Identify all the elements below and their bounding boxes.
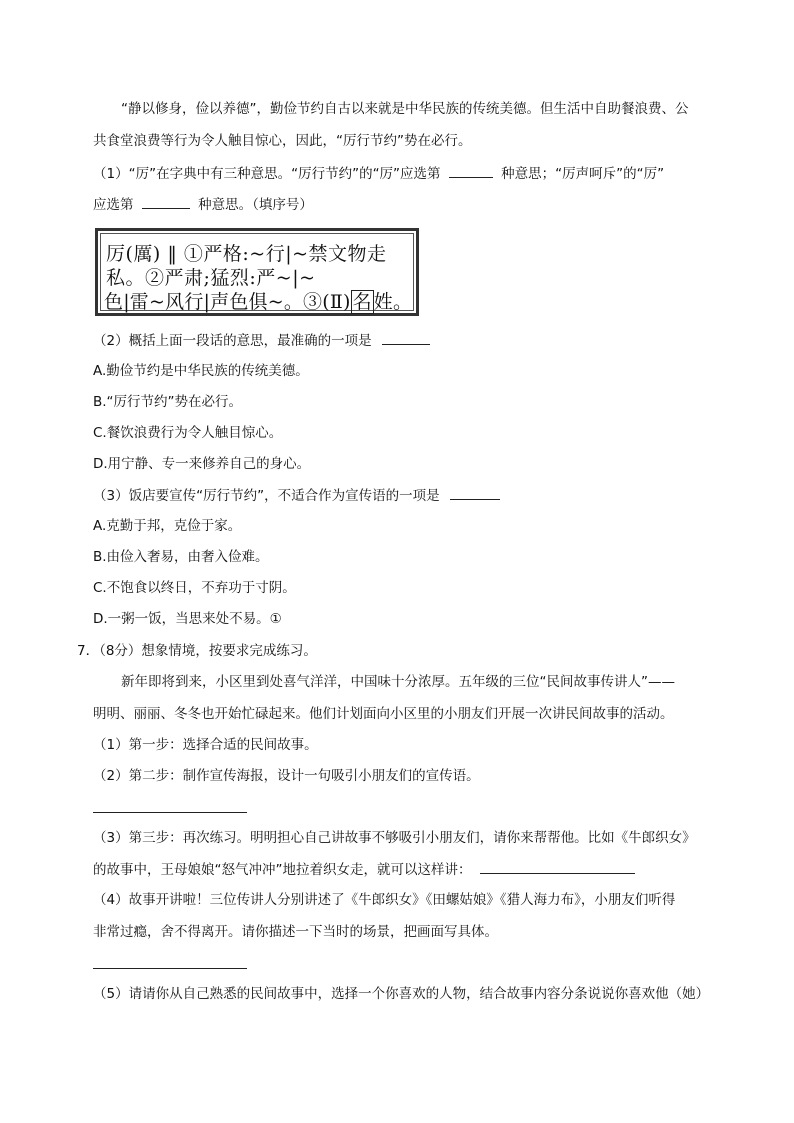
- q2-option-d: D.用宁静、专一来修养自己的身心。: [93, 456, 311, 472]
- q2-answer-blank[interactable]: [382, 330, 430, 345]
- q7-step-4-line-1: （4）故事开讲啦！三位传讲人分别讲述了《牛郎织女》《田螺姑娘》《猎人海力布》，小朋友们听得: [93, 892, 676, 908]
- dictionary-row-2: 私。②严肃;猛烈:严~|~: [106, 267, 316, 289]
- q7-step-3-answer-blank[interactable]: [480, 859, 635, 874]
- q1-line-2: [93, 194, 313, 215]
- q7-step-1: （1）第一步：选择合适的民间故事。: [93, 737, 318, 753]
- q2-stem: [93, 330, 430, 351]
- q7-step-3-line-2: [93, 859, 635, 880]
- dictionary-boxed-char: 名: [352, 291, 372, 313]
- dictionary-entry-image: [95, 228, 419, 316]
- q3-answer-blank[interactable]: [450, 485, 500, 500]
- passage-line-2: 共食堂浪费等行为令人触目惊心，因此，“厉行节约”势在必行。: [93, 133, 472, 149]
- q1-text-d: 种意思。（填序号）: [198, 197, 313, 213]
- q7-step-5: （5）请请你从自己熟悉的民间故事中，选择一个你喜欢的人物，结合故事内容分条说说你喜欢他（她）: [93, 986, 710, 1002]
- q3-option-b: B.由俭入奢易，由奢入俭难。: [93, 549, 269, 565]
- q1-text-a: （1）“厉”在字典中有三种意思。“厉行节约”的“厉”应选第: [93, 166, 441, 182]
- q7-heading: 7．（8分）想象情境，按要求完成练习。: [77, 643, 317, 659]
- q3-option-a: A.克勤于邦，克俭于家。: [93, 518, 242, 534]
- q7-para-line-1: 新年即将到来，小区里到处喜气洋洋，中国味十分浓厚。五年级的三位“民间故事传讲人”——: [121, 674, 675, 690]
- q1-text-c: 应选第: [93, 197, 134, 213]
- dictionary-row-3: [104, 287, 412, 314]
- q1-blank-2[interactable]: [142, 194, 190, 209]
- q1-text-b: 种意思；“厉声呵斥”的“厉”: [501, 166, 665, 182]
- dictionary-row-3-end: 姓。: [373, 291, 413, 313]
- q7-step-3-text: 的故事中，王母娘娘“怒气冲冲”地拉着织女走，就可以这样讲：: [93, 862, 472, 878]
- q1-blank-1[interactable]: [449, 163, 493, 178]
- dictionary-row-3-text: 色|雷~风行|声色俱~。③(Ⅱ): [104, 291, 351, 313]
- q7-step-2-answer-line[interactable]: [93, 812, 247, 813]
- q7-step-4-line-2: 非常过瘾，舍不得离开。请你描述一下当时的场景，把画面写具体。: [93, 924, 498, 940]
- q2-stem-text: （2）概括上面一段话的意思，最准确的一项是: [93, 333, 372, 349]
- q7-step-2: （2）第二步：制作宣传海报，设计一句吸引小朋友们的宣传语。: [93, 768, 480, 784]
- q7-para-line-2: 明明、丽丽、冬冬也开始忙碌起来。他们计划面向小区里的小朋友们开展一次讲民间故事的活动。: [93, 706, 674, 722]
- q2-option-a: A.勤俭节约是中华民族的传统美德。: [93, 363, 309, 379]
- q2-option-c: C.餐饮浪费行为令人触目惊心。: [93, 425, 283, 441]
- q7-step-4-answer-line[interactable]: [93, 968, 247, 969]
- q7-step-3-line-1: （3）第三步：再次练习。明明担心自己讲故事不够吸引小朋友们，请你来帮帮他。比如《牛郎织女》: [93, 830, 696, 846]
- q2-option-b: B.“厉行节约”势在必行。: [93, 394, 243, 410]
- q3-stem-text: （3）饭店要宣传“厉行节约”，不适合作为宣传语的一项是: [93, 488, 440, 504]
- q3-stem: [93, 485, 500, 506]
- passage-line-1: “静以修身，俭以养德”，勤俭节约自古以来就是中华民族的传统美德。但生活中自助餐浪费、公: [121, 101, 689, 117]
- q3-option-d: D.一粥一饭，当思来处不易。①: [93, 611, 282, 627]
- dictionary-row-1: 厉(厲) ‖ ①严格:~行|~禁文物走: [106, 243, 387, 265]
- q3-option-c: C.不饱食以终日，不弃功于寸阴。: [93, 580, 296, 596]
- q1-line-1: [93, 163, 664, 184]
